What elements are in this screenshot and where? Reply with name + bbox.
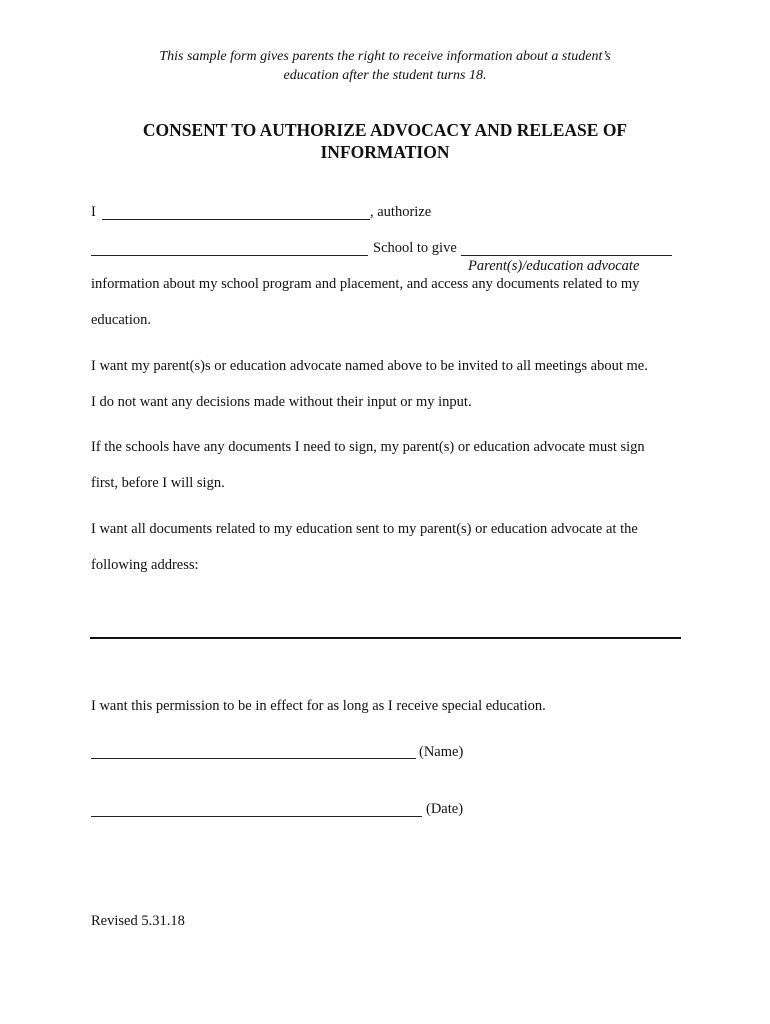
paragraph-meetings-line-1: I want my parent(s)s or education advocate named above to be invited to all meetings about me. xyxy=(91,358,648,374)
intro-text-line-1: This sample form gives parents the right to receive information about a student’s xyxy=(159,49,611,64)
authorization-suffix: , authorize xyxy=(370,204,432,220)
advocate-caption: Parent(s)/education advocate xyxy=(468,258,640,274)
permission-statement: I want this permission to be in effect for as long as I receive special education. xyxy=(91,698,546,714)
paragraph-address-line-2: following address: xyxy=(91,557,199,573)
intro-text-line-2: education after the student turns 18. xyxy=(283,68,487,83)
authorization-prefix: I xyxy=(91,204,96,220)
form-title-line-1: CONSENT TO AUTHORIZE ADVOCACY AND RELEASE OF xyxy=(142,120,628,140)
date-label: (Date) xyxy=(426,801,464,817)
date-blank[interactable] xyxy=(91,816,422,817)
paragraph-sign-line-2: first, before I will sign. xyxy=(91,475,225,491)
revision-date: Revised 5.31.18 xyxy=(91,913,185,929)
name-label: (Name) xyxy=(419,744,464,760)
paragraph-meetings-line-2: I do not want any decisions made without their input or my input. xyxy=(91,394,472,410)
address-blank[interactable] xyxy=(90,637,681,639)
info-line: information about my school program and placement, and access any documents related to my xyxy=(91,276,640,292)
name-signature-blank[interactable] xyxy=(91,758,416,759)
school-label: School to give xyxy=(373,240,457,256)
form-title-line-2: INFORMATION xyxy=(320,142,450,162)
advocate-name-blank[interactable] xyxy=(461,255,672,256)
school-name-blank[interactable] xyxy=(91,255,368,256)
education-word: education. xyxy=(91,312,151,328)
student-name-blank[interactable] xyxy=(102,219,370,220)
paragraph-sign-line-1: If the schools have any documents I need to sign, my parent(s) or education advocate must sign xyxy=(91,439,645,455)
paragraph-address-line-1: I want all documents related to my education sent to my parent(s) or education advocate at the xyxy=(91,521,638,537)
